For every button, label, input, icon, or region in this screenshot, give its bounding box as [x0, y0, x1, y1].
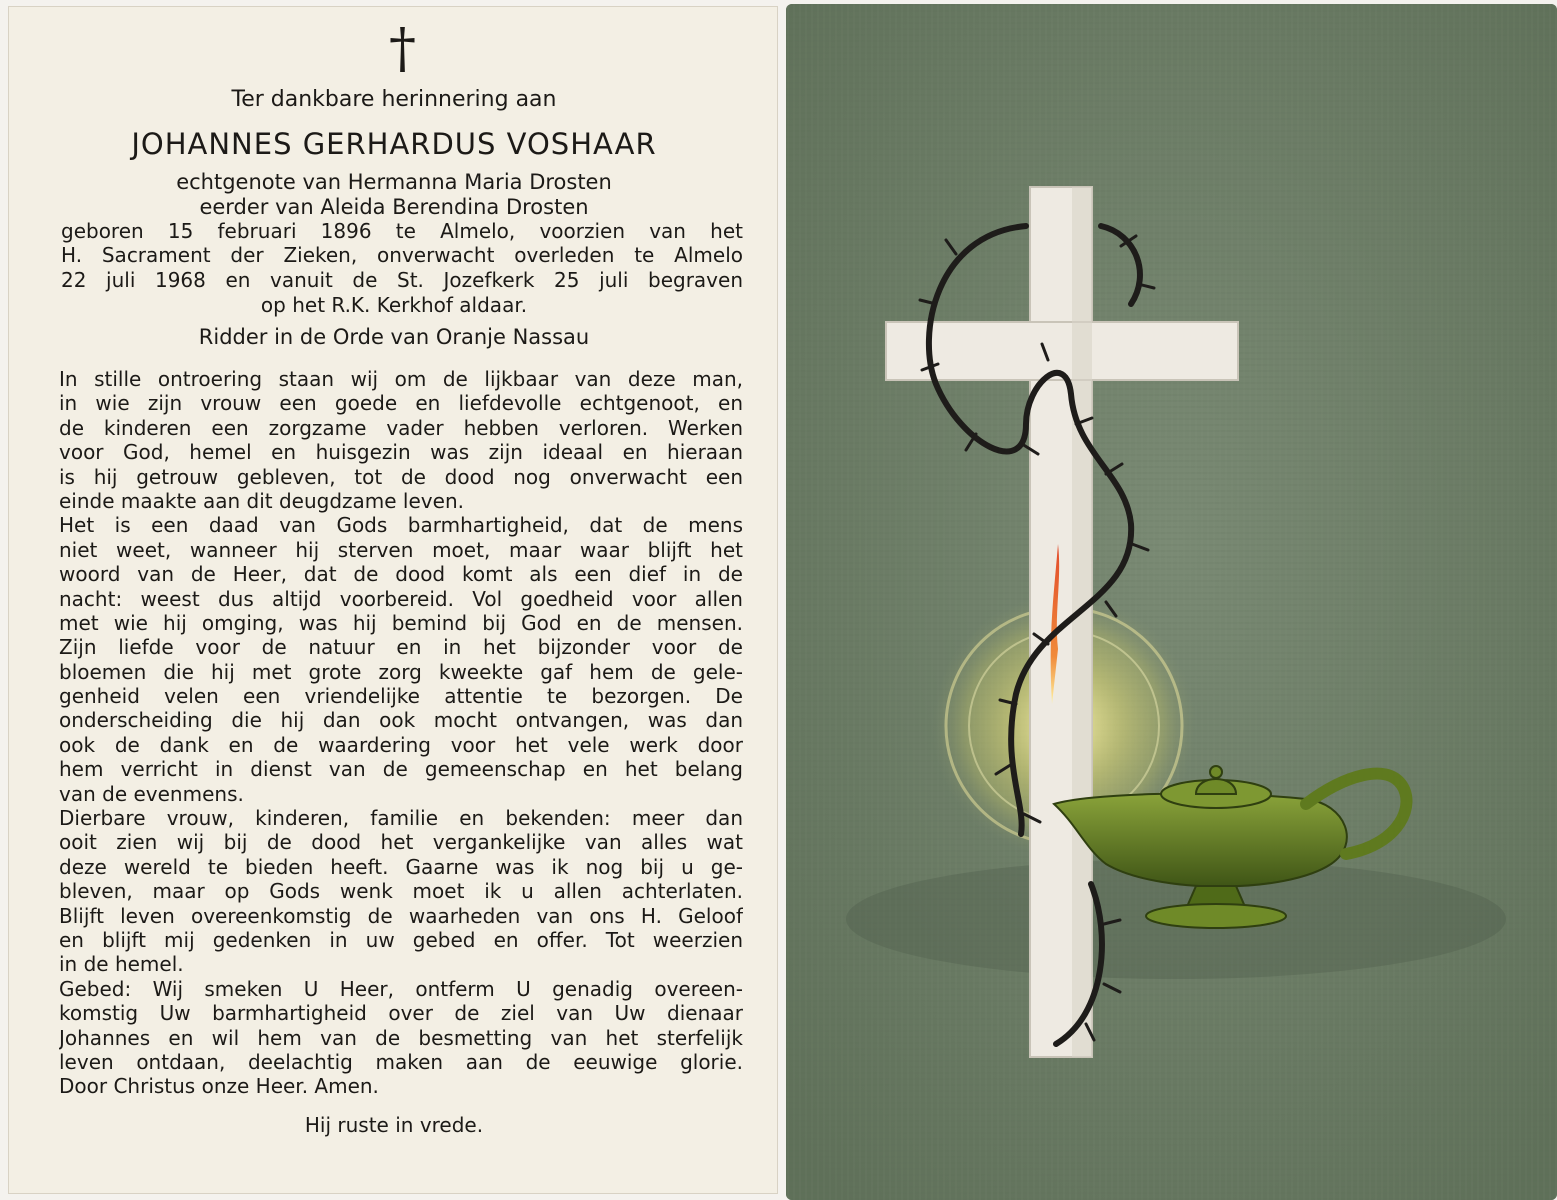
- body-line: Het is een daad van Gods barmhartigheid, dat de mens: [59, 513, 743, 538]
- body-line: in wie zijn vrouw een goede en liefdevolle echtgenoot, en: [59, 391, 743, 416]
- bio-line: 22 juli 1968 en vanuit de St. Jozefkerk 25 juli begraven: [61, 268, 743, 292]
- body-line: einde maakte aan dit deugdzame leven.: [59, 488, 464, 513]
- cross-symbol: †: [389, 17, 416, 80]
- bio-last-line: op het R.K. Kerkhof aldaar.: [260, 293, 528, 317]
- former-spouse-line: eerder van Aleida Berendina Drosten: [199, 195, 589, 219]
- body-line: nacht: weest dus altijd voorbereid. Vol goedheid voor allen: [59, 586, 743, 611]
- body-line: ooit zien wij bij de dood het vergankelijke van alles wat: [59, 830, 743, 855]
- body-line: met wie hij omging, was hij bemind bij God en de mensen.: [59, 610, 743, 635]
- memorial-card-image-side: [786, 4, 1557, 1200]
- body-line: Gebed: Wij smeken U Heer, ontferm U genadig overeen-: [59, 976, 743, 1001]
- body-line: in de hemel.: [59, 952, 184, 977]
- body-line: Door Christus onze Heer. Amen.: [59, 1074, 379, 1099]
- body-line: bloemen die hij met grote zorg kweekte gaf hem de gele-: [59, 659, 743, 684]
- body-line: Zijn liefde voor de natuur en in het bijzonder voor de: [59, 635, 743, 660]
- body-line: onderscheiding die hij dan ook mocht ontvangen, was dan: [59, 708, 743, 733]
- body-line: genheid velen een vriendelijke attentie te bezorgen. De: [59, 684, 743, 709]
- body-line: bleven, maar op Gods wenk moet ik u allen achterlaten.: [59, 879, 743, 904]
- bio-line: H. Sacrament der Zieken, onverwacht overleden te Almelo: [61, 243, 743, 267]
- bio-line: geboren 15 februari 1896 te Almelo, voorzien van het: [61, 219, 743, 243]
- body-line: niet weet, wanneer hij sterven moet, maar waar blijft het: [59, 537, 743, 562]
- memorial-body-text: [59, 367, 743, 1099]
- deceased-name: JOHANNES GERHARDUS VOSHAAR: [131, 127, 657, 161]
- weave-overlay: [786, 4, 1557, 1200]
- body-line: Dierbare vrouw, kinderen, familie en bekenden: meer dan: [59, 806, 743, 831]
- spouse-line: echtgenote van Hermanna Maria Drosten: [176, 170, 612, 194]
- body-line: Johannes en wil hem van de besmetting van het sterfelijk: [59, 1025, 743, 1050]
- cross-lamp-illustration: [786, 4, 1557, 1200]
- closing-line: Hij ruste in vrede.: [304, 1113, 484, 1137]
- body-line: deze wereld te bieden heeft. Gaarne was ik nog bij u ge-: [59, 854, 743, 879]
- body-line: ook de dank en de waardering voor het vele werk door: [59, 732, 743, 757]
- body-line: woord van de Heer, dat de dood komt als een dief in de: [59, 562, 743, 587]
- body-line: van de evenmens.: [59, 781, 244, 806]
- body-line: leven ontdaan, deelachtig maken aan de eeuwige glorie.: [59, 1049, 743, 1074]
- body-line: is hij getrouw gebleven, tot de dood nog onverwacht een: [59, 464, 743, 489]
- body-line: hem verricht in dienst van de gemeenschap en het belang: [59, 757, 743, 782]
- body-line: voor God, hemel en huisgezin was zijn ideaal en hieraan: [59, 440, 743, 465]
- memorial-card-text-side: [8, 6, 778, 1194]
- body-line: komstig Uw barmhartigheid over de ziel van Uw dienaar: [59, 1001, 743, 1026]
- intro-line: Ter dankbare herinnering aan: [231, 87, 557, 112]
- honor-line: Ridder in de Orde van Oranje Nassau: [198, 325, 590, 349]
- body-line: In stille ontroering staan wij om de lijkbaar van deze man,: [59, 367, 743, 391]
- body-line: de kinderen een zorgzame vader hebben verloren. Werken: [59, 415, 743, 440]
- body-line: en blijft mij gedenken in uw gebed en offer. Tot weerzien: [59, 927, 743, 952]
- body-line: Blijft leven overeenkomstig de waarheden van ons H. Geloof: [59, 903, 743, 928]
